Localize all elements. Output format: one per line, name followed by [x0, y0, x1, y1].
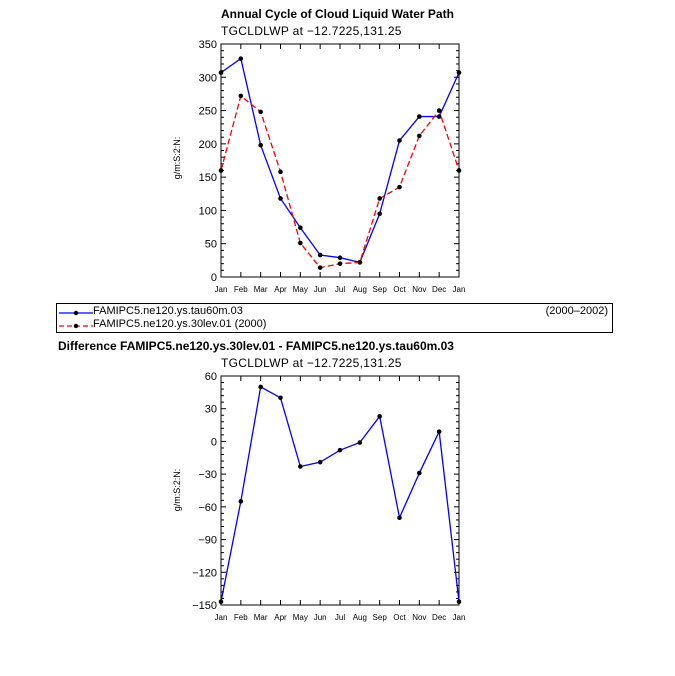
y-tick-label: −30 — [198, 469, 217, 482]
y-tick-label: 0 — [210, 272, 217, 284]
chart1-ylabel: g/m:S:2:N: — [172, 136, 182, 180]
data-point — [278, 196, 283, 201]
x-tick-label: Sep — [372, 613, 387, 622]
x-tick-label: Jul — [334, 285, 346, 294]
y-tick-label: 100 — [198, 205, 217, 218]
x-tick-label: Mar — [253, 285, 268, 294]
chart1-plot — [0, 0, 675, 300]
data-point — [437, 114, 442, 119]
y-tick-label: −90 — [198, 534, 217, 547]
data-point — [318, 265, 323, 270]
x-tick-label: Mar — [253, 613, 268, 622]
series-line-0 — [221, 387, 459, 602]
data-point — [397, 515, 402, 520]
chart2-ylabel: g/m:S:2:N: — [172, 468, 182, 512]
data-point — [377, 196, 382, 201]
data-point — [417, 134, 422, 139]
legend-swatch-blue — [59, 306, 93, 319]
chart1-title: Annual Cycle of Cloud Liquid Water Path — [221, 7, 454, 21]
y-tick-label: 60 — [204, 371, 217, 383]
data-point — [239, 56, 244, 61]
data-point — [417, 114, 422, 119]
x-tick-label: Aug — [352, 613, 367, 622]
y-tick-label: 50 — [204, 238, 217, 251]
data-point — [278, 170, 283, 175]
data-point — [397, 185, 402, 190]
y-tick-label: 350 — [198, 39, 217, 51]
x-tick-label: May — [292, 613, 308, 622]
data-point — [417, 471, 422, 476]
data-point — [219, 168, 224, 173]
chart2-title: Difference FAMIPC5.ne120.ys.30lev.01 - FAMIPC5.ne120.ys.tau60m.03 — [58, 339, 454, 353]
x-tick-label: Dec — [432, 285, 447, 294]
x-tick-label: Apr — [274, 613, 287, 622]
x-tick-label: Jan — [452, 285, 466, 294]
data-point — [377, 211, 382, 216]
chart1-legend — [56, 303, 613, 333]
x-tick-label: Apr — [274, 285, 287, 294]
legend-swatch-red — [59, 319, 93, 332]
y-tick-label: 150 — [198, 172, 217, 185]
chart2-plot — [0, 340, 675, 640]
data-point — [397, 138, 402, 143]
data-point — [219, 599, 224, 604]
data-point — [298, 464, 303, 469]
data-point — [457, 168, 462, 173]
data-point — [239, 499, 244, 504]
x-tick-label: Jul — [334, 613, 346, 622]
legend-period: (2000–2002) — [545, 305, 608, 317]
x-tick-label: Jan — [214, 285, 228, 294]
x-tick-label: Jan — [214, 613, 228, 622]
data-point — [298, 241, 303, 246]
series-line-1 — [221, 96, 459, 268]
series-line-0 — [221, 59, 459, 263]
data-point — [258, 110, 263, 115]
x-tick-label: Oct — [393, 285, 406, 294]
legend-label-30lev: FAMIPC5.ne120.ys.30lev.01 (2000) — [93, 318, 267, 330]
legend-label-tau60m: FAMIPC5.ne120.ys.tau60m.03 — [93, 305, 243, 317]
data-point — [338, 261, 343, 266]
data-point — [239, 94, 244, 99]
x-tick-label: Feb — [233, 613, 248, 622]
data-point — [457, 599, 462, 604]
data-point — [298, 225, 303, 230]
chart2-subtitle: TGCLDLWP at −12.7225,131.25 — [221, 356, 402, 370]
data-point — [377, 414, 382, 419]
x-tick-label: Nov — [412, 285, 427, 294]
y-tick-label: 200 — [198, 138, 217, 151]
data-point — [258, 385, 263, 390]
x-tick-label: Feb — [233, 285, 248, 294]
x-tick-label: Aug — [352, 285, 367, 294]
data-point — [278, 396, 283, 401]
plot-frame — [221, 44, 459, 277]
y-tick-label: 0 — [210, 436, 217, 449]
y-tick-label: −60 — [198, 501, 217, 514]
y-tick-label: 250 — [198, 105, 217, 118]
y-tick-label: 300 — [198, 72, 217, 85]
y-tick-label: −120 — [192, 567, 217, 580]
x-tick-label: Oct — [393, 613, 406, 622]
data-point — [437, 429, 442, 434]
y-tick-label: 30 — [204, 403, 217, 416]
data-point — [358, 260, 363, 265]
x-tick-label: Sep — [372, 285, 387, 294]
x-tick-label: Dec — [432, 613, 447, 622]
data-point — [457, 70, 462, 75]
x-tick-label: May — [292, 285, 308, 294]
data-point — [258, 143, 263, 148]
y-tick-label: −150 — [192, 600, 217, 612]
data-point — [318, 253, 323, 258]
data-point — [338, 255, 343, 260]
x-tick-label: Jun — [313, 613, 327, 622]
x-tick-label: Nov — [412, 613, 427, 622]
data-point — [437, 108, 442, 113]
data-point — [358, 440, 363, 445]
x-tick-label: Jun — [313, 285, 327, 294]
data-point — [338, 448, 343, 453]
chart1-subtitle: TGCLDLWP at −12.7225,131.25 — [221, 24, 402, 38]
data-point — [318, 460, 323, 465]
data-point — [219, 70, 224, 75]
x-tick-label: Jan — [452, 613, 466, 622]
